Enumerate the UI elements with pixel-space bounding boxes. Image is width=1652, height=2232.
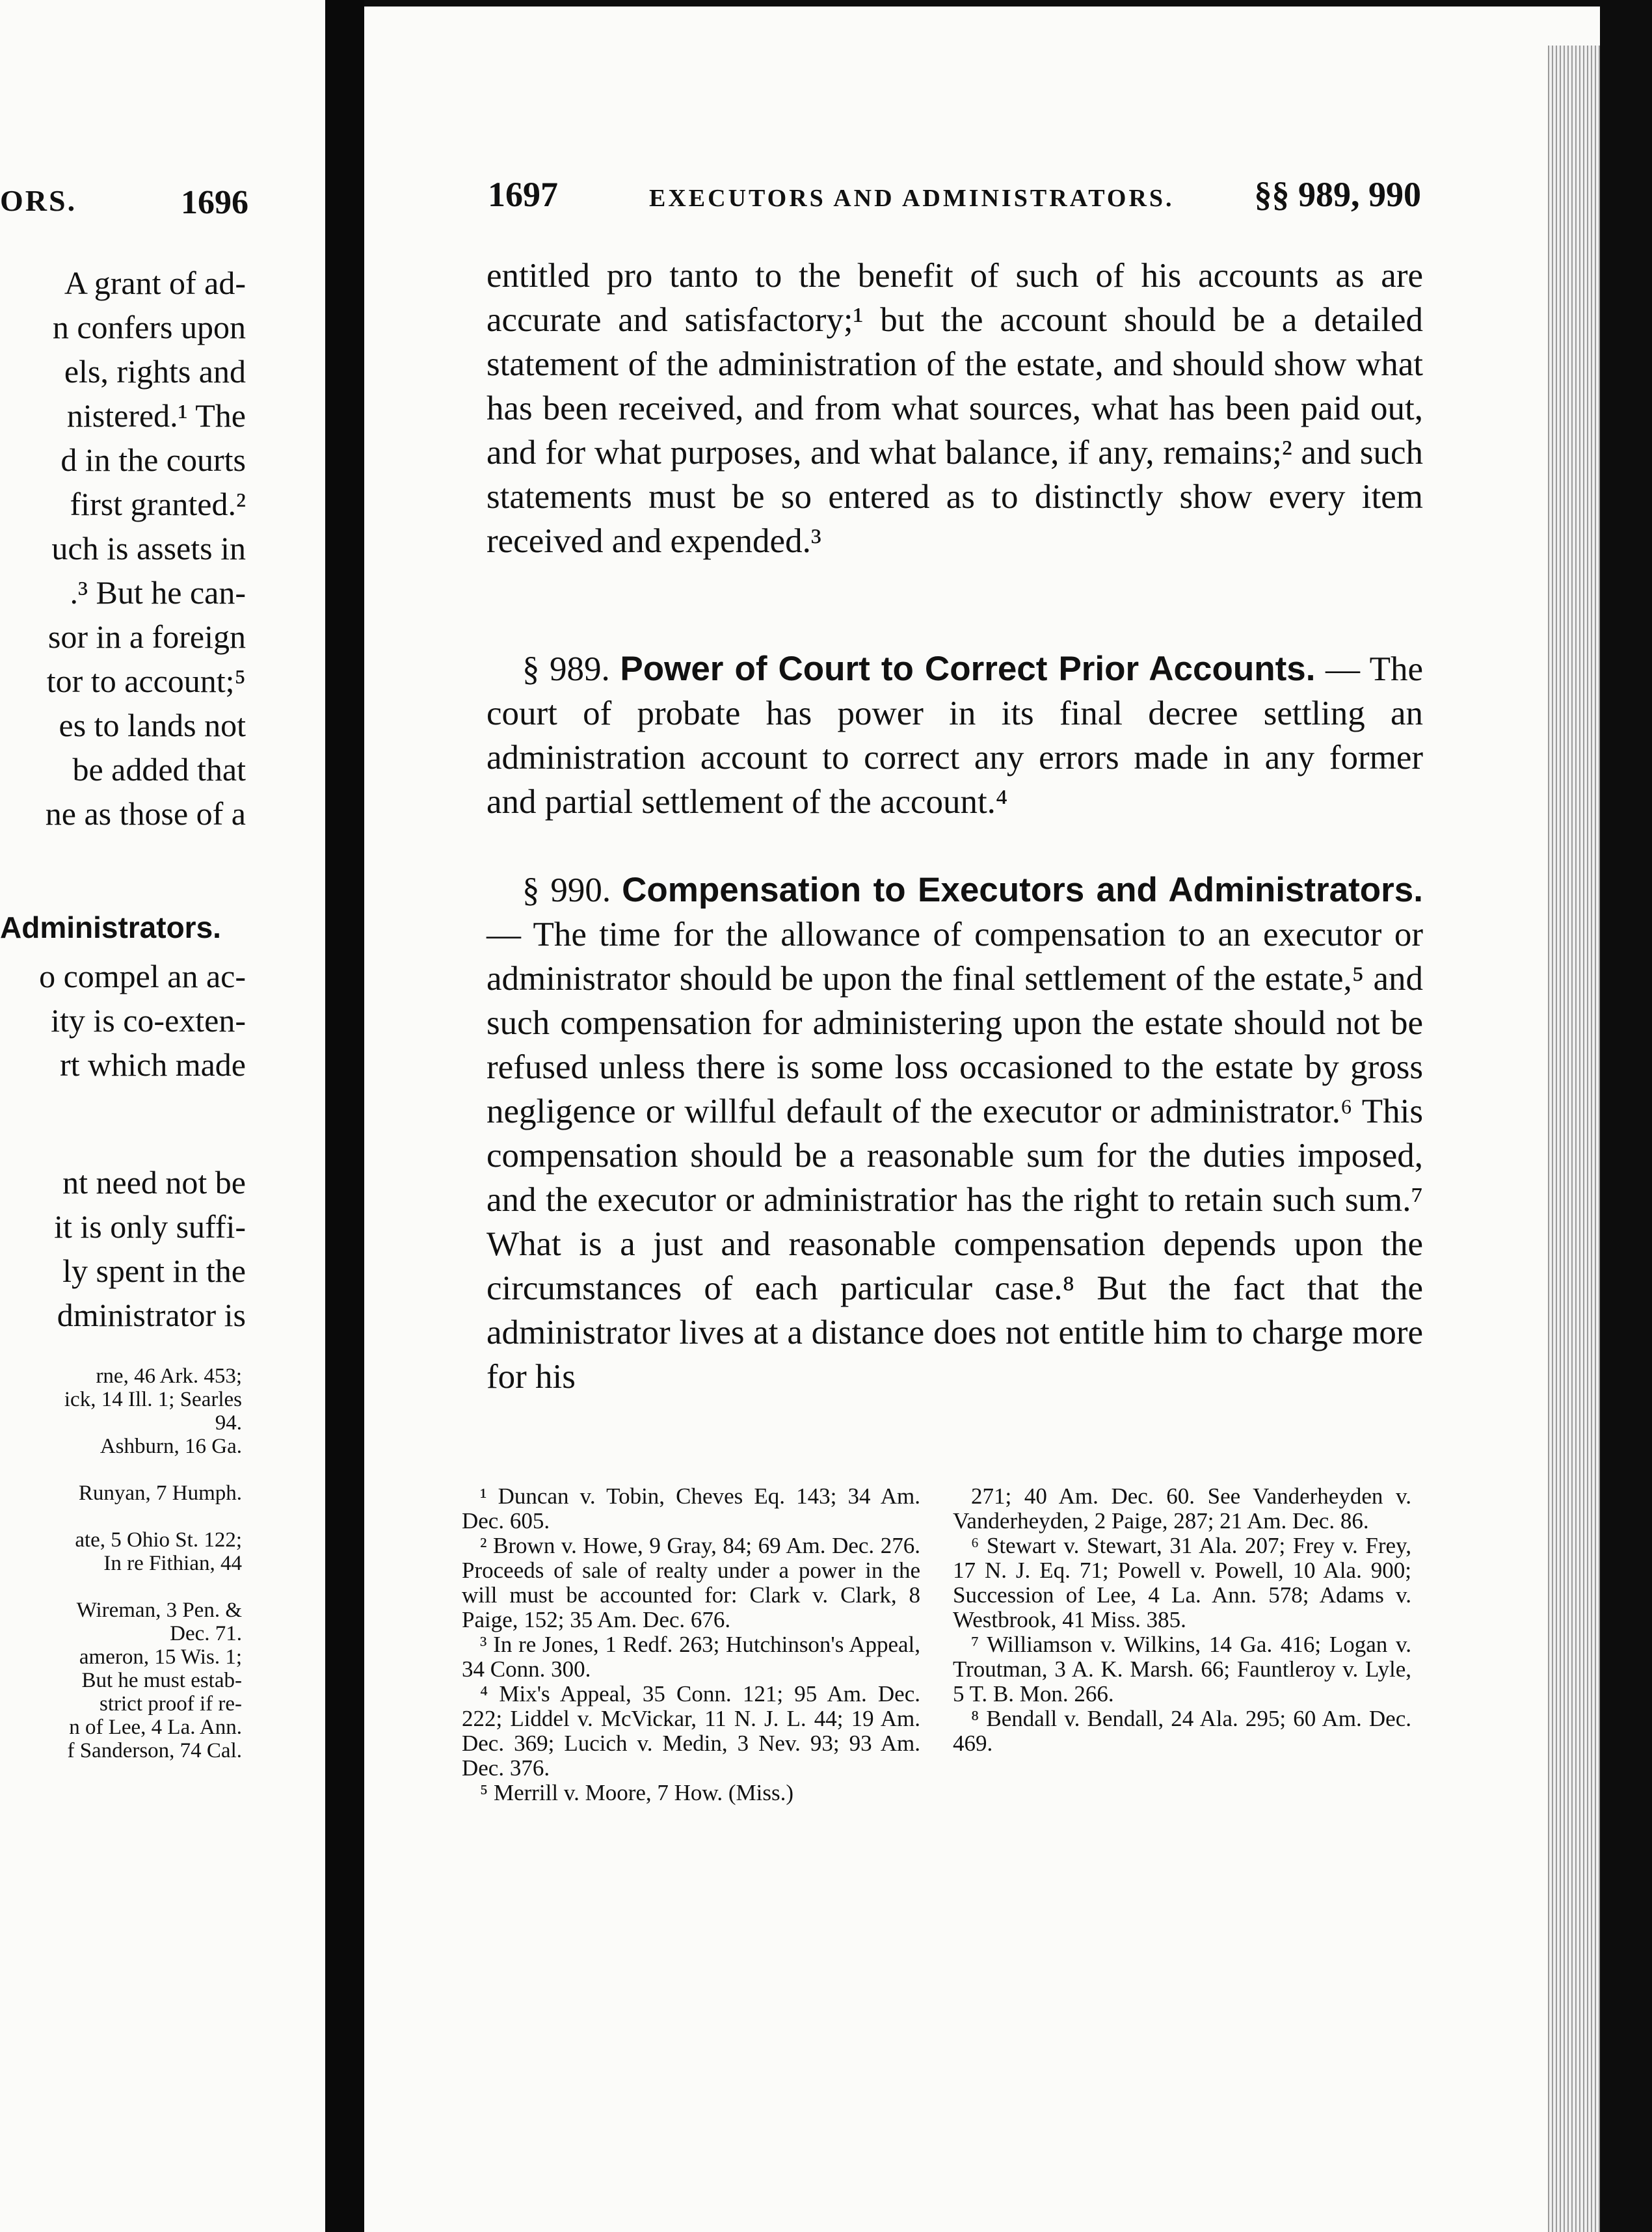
left-page-line: dministrator is xyxy=(57,1297,246,1333)
section-989-number: § 989. xyxy=(522,650,610,688)
left-page-line: ly spent in the xyxy=(62,1253,246,1289)
left-footnote-line: ameron, 15 Wis. 1; xyxy=(79,1645,242,1669)
section-990-number: § 990. xyxy=(522,871,611,909)
left-page-line: tor to account;⁵ xyxy=(46,663,246,699)
right-page xyxy=(364,7,1600,2232)
left-footnote-line: strict proof if re- xyxy=(100,1692,242,1716)
section-989 xyxy=(486,647,1423,824)
left-footnote-line: Ashburn, 16 Ga. xyxy=(100,1435,242,1458)
footnote: ⁶ Stewart v. Stewart, 31 Ala. 207; Frey v. Frey, 17 N. J. Eq. 71; Powell v. Powell, 10 Ala. 900; Succession of Lee, 4 La. Ann. 578; Adams v. Westbrook, 41 Miss. 385. xyxy=(953,1533,1411,1632)
opening-paragraph: entitled pro tanto to the benefit of such of his accounts as are accurate and satisfactory;¹ but the account should be a detailed statement of the administration of the estate, and should show what has been received, and from what sources, what has been paid out, and for what purposes, and what balance, if any, remains;² and such statements must be so entered as to distinctly show every item received and expended.³ xyxy=(486,257,1423,560)
left-page-line: els, rights and xyxy=(64,353,246,390)
section-989-text: — The court of probate has power in its final decree settling an administration account to correct any errors made in any former and partial settlement of the account.⁴ xyxy=(486,650,1424,821)
book-gutter xyxy=(325,0,364,2232)
left-page-line: o compel an ac- xyxy=(39,958,246,994)
footnote: ⁷ Williamson v. Wilkins, 14 Ga. 416; Logan v. Troutman, 3 A. K. Marsh. 66; Fauntleroy v. Lyle, 5 T. B. Mon. 266. xyxy=(953,1632,1411,1707)
left-page-line: nistered.¹ The xyxy=(66,397,246,434)
left-page-line: uch is assets in xyxy=(51,530,246,566)
left-footnote-line: rne, 46 Ark. 453; xyxy=(96,1364,242,1388)
right-page-header xyxy=(488,174,1421,215)
left-page-header xyxy=(0,183,248,222)
left-footnote-line: n of Lee, 4 La. Ann. xyxy=(69,1716,242,1739)
footnote: ³ In re Jones, 1 Redf. 263; Hutchinson's Appeal, 34 Conn. 300. xyxy=(462,1632,920,1682)
left-footnote-line: f Sanderson, 74 Cal. xyxy=(67,1739,242,1762)
right-page-number: 1697 xyxy=(488,175,558,214)
left-footnote-line: Wireman, 3 Pen. & xyxy=(76,1599,242,1622)
footnote: ⁵ Merrill v. Moore, 7 How. (Miss.) xyxy=(480,1780,794,1805)
footnote: 271; 40 Am. Dec. 60. See Vanderheyden v. Vanderheyden, 2 Paige, 287; 21 Am. Dec. 86. xyxy=(953,1483,1411,1534)
left-page-line: d in the courts xyxy=(60,442,246,478)
left-footnote-line: 94. xyxy=(215,1411,242,1435)
section-990 xyxy=(486,868,1423,1399)
left-page-line: rt which made xyxy=(59,1046,246,1083)
left-page xyxy=(0,0,325,2232)
left-footnote-line: But he must estab- xyxy=(81,1669,242,1692)
left-running-head: ORS. xyxy=(0,184,77,217)
section-990-title: Compensation to Executors and Administrators. xyxy=(622,871,1423,909)
footnotes-right-column xyxy=(953,1484,1411,1805)
left-page-line: ne as those of a xyxy=(45,795,246,832)
running-head: EXECUTORS AND ADMINISTRATORS. xyxy=(649,185,1175,212)
footnote: ⁸ Bendall v. Bendall, 24 Ala. 295; 60 Am. Dec. 469. xyxy=(953,1706,1411,1756)
left-page-number: 1696 xyxy=(181,184,248,221)
section-reference: §§ 989, 990 xyxy=(1254,175,1421,214)
left-footnote-line: Runyan, 7 Humph. xyxy=(78,1481,242,1505)
footnote: ⁴ Mix's Appeal, 35 Conn. 121; 95 Am. Dec. 222; Liddel v. McVickar, 11 N. J. L. 44; 19 Am. Dec. 369; Lucich v. Medin, 3 Nev. 93; 93 Am. Dec. 376. xyxy=(462,1681,920,1781)
left-page-line: nt need not be xyxy=(62,1164,246,1201)
footnote: ¹ Duncan v. Tobin, Cheves Eq. 143; 34 Am. Dec. 605. xyxy=(462,1483,920,1534)
left-footnote-line: Dec. 71. xyxy=(170,1622,242,1645)
left-footnote-line: ate, 5 Ohio St. 122; xyxy=(75,1528,242,1552)
left-page-line: ity is co-exten- xyxy=(51,1002,246,1039)
left-page-line: A grant of ad- xyxy=(64,265,246,301)
left-page-line: n confers upon xyxy=(52,309,246,345)
left-page-line: .³ But he can- xyxy=(70,574,246,611)
footnotes-left-column xyxy=(462,1484,920,1805)
left-page-line: first granted.² xyxy=(70,486,246,522)
left-section-heading: Administrators. xyxy=(0,910,221,944)
footnotes xyxy=(462,1484,1411,1805)
section-990-text: — The time for the allowance of compensation to an executor or administrator should be upon the final settlement of the estate,⁵ and such compensation for administering upon the estate should not be refused unless there is some loss occasioned to the estate by gross negligence or willful default of the executor or administrator.⁶ This compensation should be a reasonable sum for the duties imposed, and the executor or administratior has the right to retain such sum.⁷ What is a just and reasonable compensation depends upon the circumstances of each particular case.⁸ But the fact that the administrator lives at a distance does not entitle him to charge more for his xyxy=(486,916,1423,1396)
left-footnote-line: In re Fithian, 44 xyxy=(103,1552,242,1575)
section-989-title: Power of Court to Correct Prior Accounts. xyxy=(620,650,1316,688)
footnote: ² Brown v. Howe, 9 Gray, 84; 69 Am. Dec. 276. Proceeds of sale of realty under a power in the will must be accounted for: Clark v. Clark, 8 Paige, 152; 35 Am. Dec. 676. xyxy=(462,1533,920,1632)
left-page-line: es to lands not xyxy=(59,707,246,743)
left-footnote-line: ick, 14 Ill. 1; Searles xyxy=(64,1388,242,1411)
left-page-line: it is only suffi- xyxy=(54,1208,246,1245)
left-page-line: sor in a foreign xyxy=(47,618,246,655)
page-edges xyxy=(1548,46,1600,2232)
left-page-line: be added that xyxy=(72,751,246,788)
